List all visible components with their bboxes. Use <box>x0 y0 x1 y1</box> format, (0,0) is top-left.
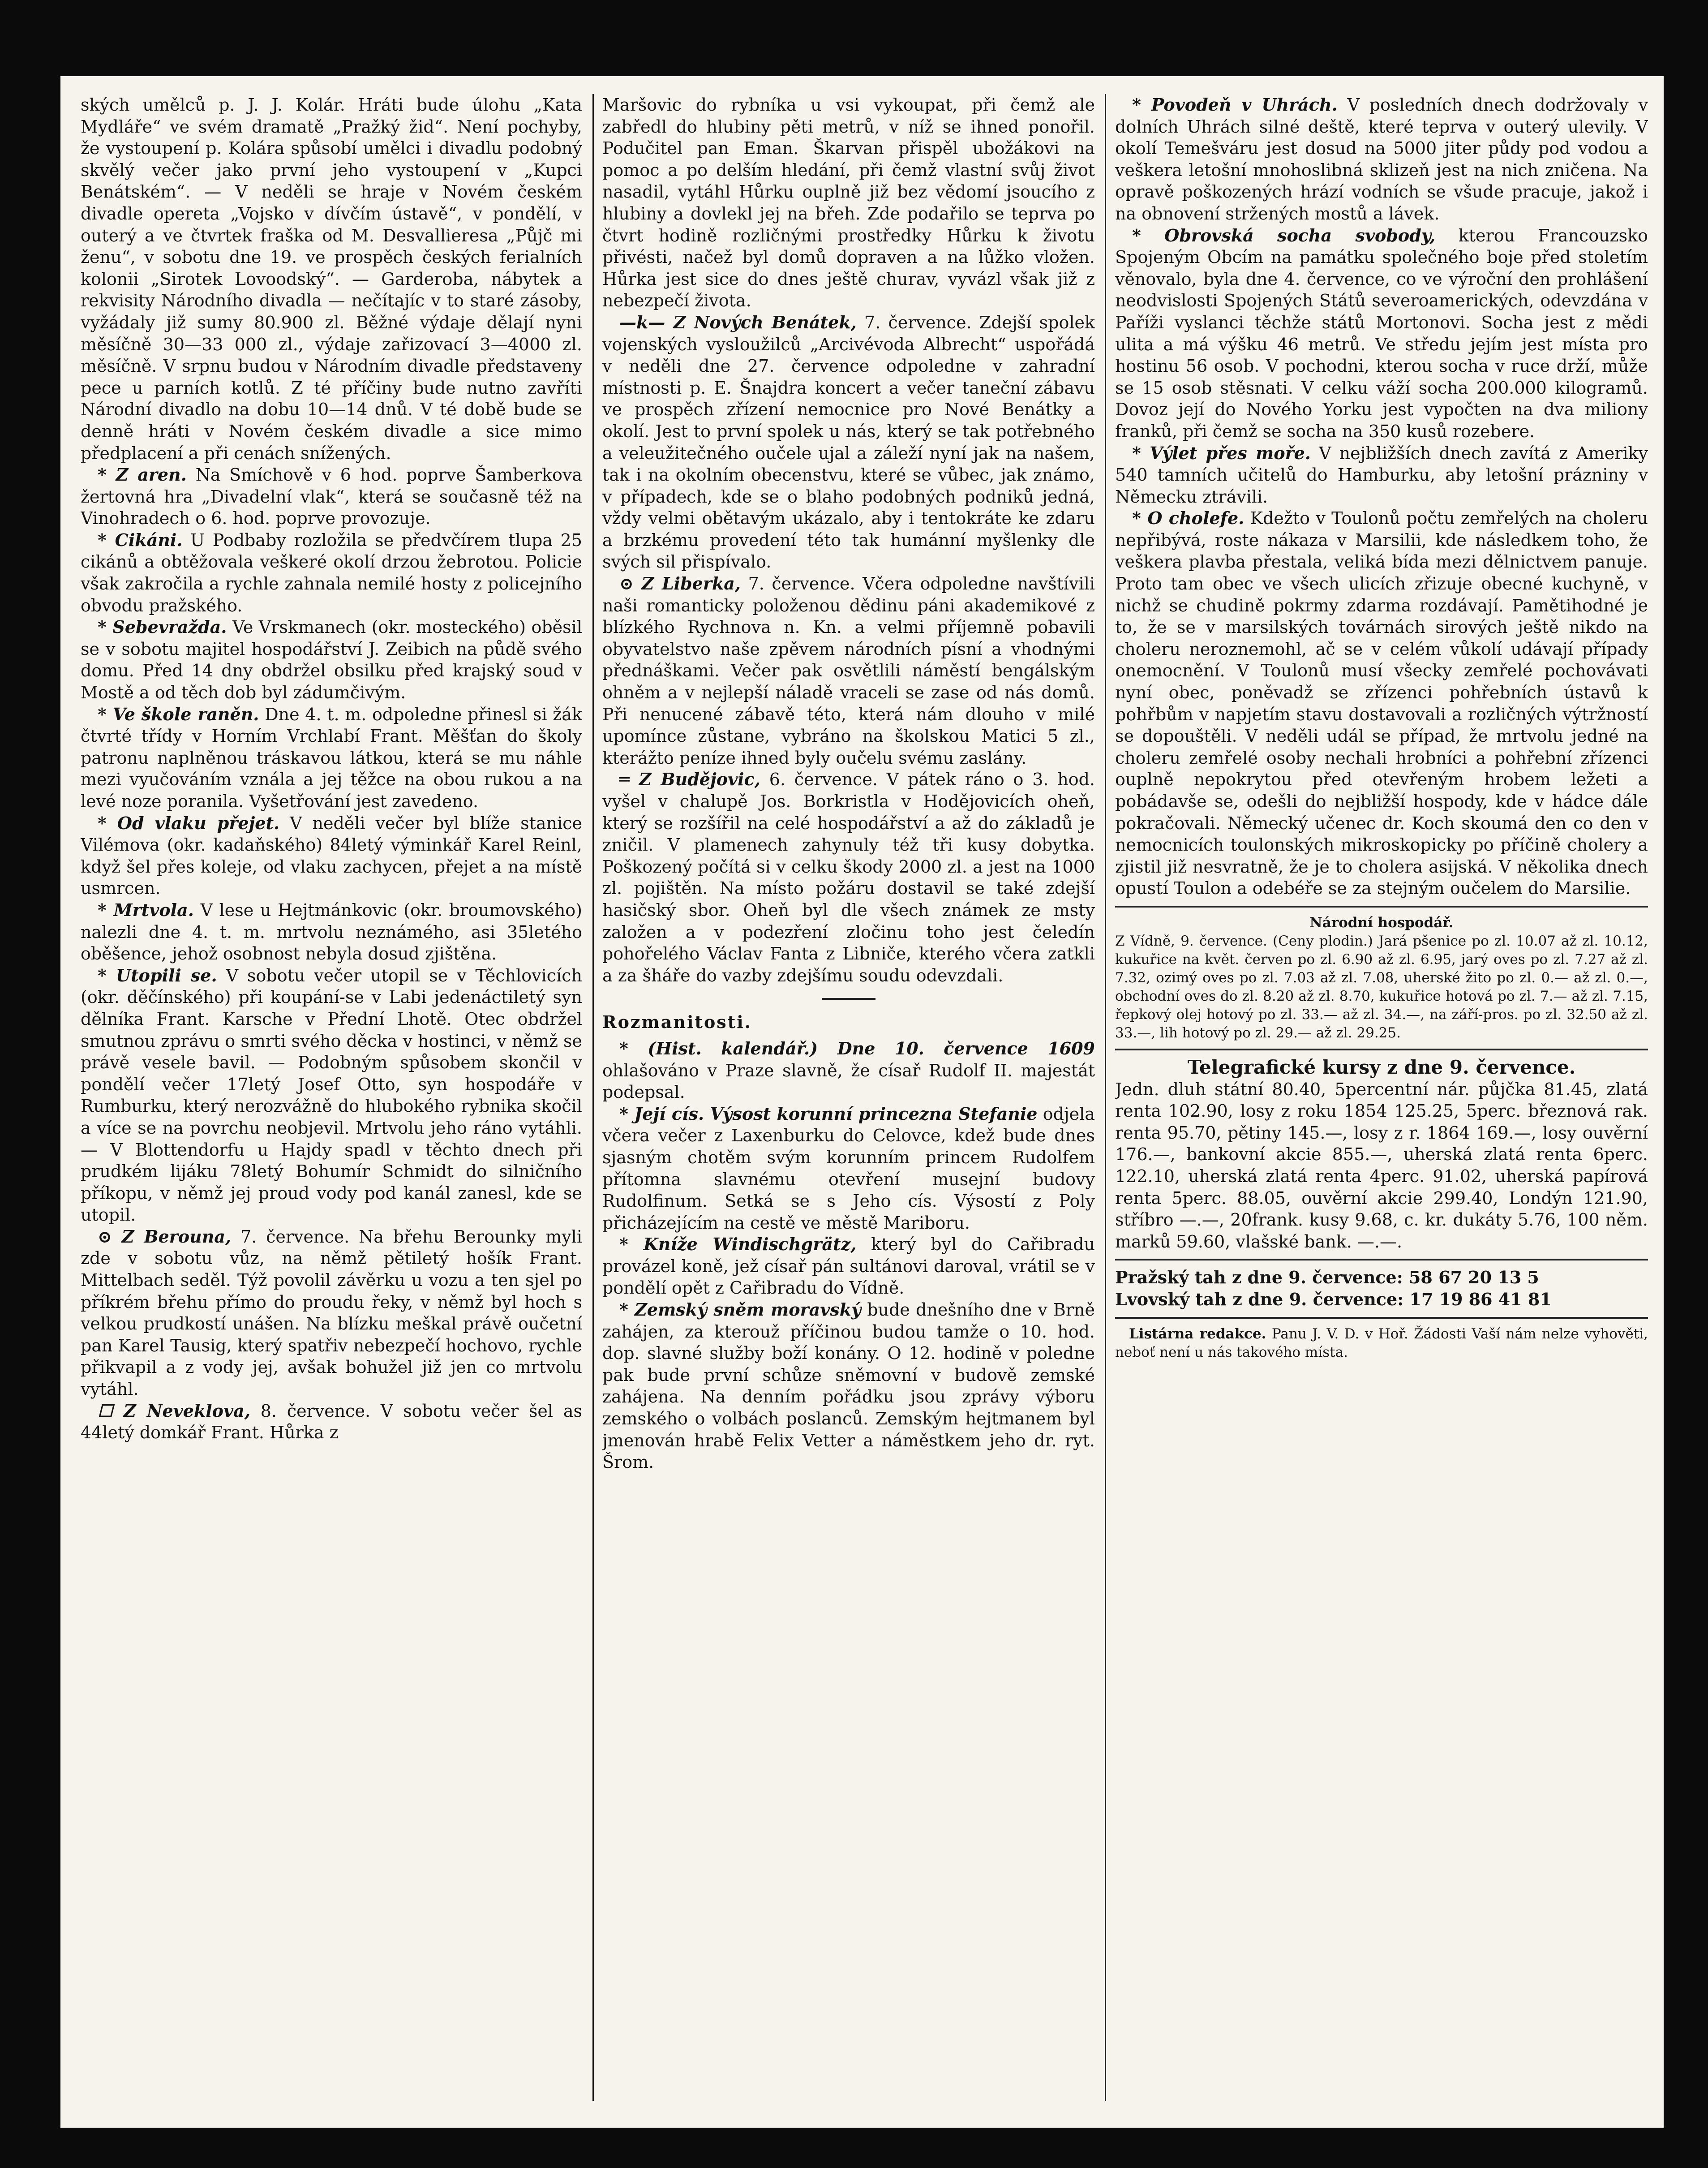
article-z-aren: * Z aren. Na Smíchově v 6 hod. poprve Šamberkova žertovná hra „Divadelní vlak“, která se současně též na Vinohradech o 6. hod. poprve provozuje. <box>81 465 582 529</box>
article-princezna-stefanie: * Její cís. Výsost korunní princezna Stefanie odjela včera večer z Laxenburku do Celovce, kdež bude dnes sjasným chotěm svým korunním princem Rudolfem přítomna slavnému otevření musejní budovy Rudolfinum. Setká se s Jeho cís. Výsostí z Poly přicházejícím na cestě ve městě Mariboru. <box>602 1103 1095 1233</box>
section-title-telegraficke-kursy: Telegrafické kursy z dne 9. července. <box>1187 1056 1576 1078</box>
section-title-rozmanitosti: Rozmanitosti. <box>602 1012 752 1032</box>
article-title: * Obrovská socha svobody, <box>1132 225 1436 245</box>
market-prices: Z Vídně, 9. července. (Ceny plodin.) Jará pšenice po zl. 10.07 až zl. 10.12, kukuřice na květ. červen po zl. 6.90 až zl. 6.95, jarý oves po zl. 7.27 až zl. 7.32, ozimý oves po zl. 7.03 až zl. 7.08, uherské žito po zl. 0.— až zl. 0.—, obchodní oves do zl. 8.20 až zl. 8.70, kukuřice hotová po zl. 7.— až zl. 7.15, řepkový olej hotový po zl. 33.— až zl. 34.—, na září-pros. po zl. 32.50 až zl. 33.—, lih hotový po zl. 29.— až zl. 29.25. <box>1115 933 1648 1041</box>
article-neveklov-continued: Maršovic do rybníka u vsi vykoupat, při čemž ale zabředl do hlubiny pěti metrů, v níž se ihned ponořil. Podučitel pan Eman. Škarvan přispěl ubožákovi na pomoc a po delším hledání, při čemž vlastní svůj život nasadil, vytáhl Hůrku ouplně již bez vědomí jsoucího z hlubiny a dovlekl jej na břeh. Zde podařilo se teprva po čtvrt hodině rozličnými prostředky Hůrku k životu přivésti, načež byl domů dopraven a na lůžko vložen. Hůrka jest sice do dnes ještě churav, vyvázl však již z nebezpečí života. <box>602 95 1095 311</box>
article-z-liberka: ⊙ Z Liberka, 7. července. Včera odpoledne navštívili naši romanticky položenou dědinu páni akademikové z blízkého Rychnova n. Kn. a velmi příjemně pobavili obyvatelstvo naše zpěvem národních písní a vhodnými přednáškami. Večer pak osvětlili náměstí bengálským ohněm a v nejlepší náladě vraceli se zase od nás domů. Při nenucené zábavě této, která nám dlouho v milé upomínce zůstane, vybráno na školskou Matici 5 zl., kterážto peníze ihned byly oučelu svému zaslány. <box>602 573 1095 768</box>
article-title: ═ Z Budějovic, <box>619 769 760 790</box>
article-z-novych-benatek: —k— Z Nových Benátek, 7. července. Zdejší spolek vojenských vysloužilců „Arcivévoda Albrecht“ uspořádá v neděli dne 27. července odpoledne v zahradní místnosti p. E. Šnajdra koncert a večer taneční zábavu ve prospěch zřízení nemocnice pro Nové Benátky a okolí. Jest to první spolek u nás, který se tak potřebného a veleužitečného oučele ujal a záleží nyní jak na našem, tak i na okolním obecenstvu, které se vůbec, jak známo, v případech, kde se o blaho podobných podniků jedná, vždy velmi obětavým ukázalo, aby i tentokráte ke zdaru a brzkému provedení této tak humánní myšlenky dle svých sil přispívalo. <box>602 312 1095 572</box>
article-cikani: * Cikáni. U Podbaby rozložila se předvčírem tlupa 25 cikánů a obtěžovala veškeré okolí drzou žebrotou. Policie však zakročila a rychle zahnala nemilé hosty z policejního obvodu pražského. <box>81 529 582 615</box>
article-title: * Od vlaku přejet. <box>98 813 280 833</box>
section-separator <box>1115 906 1648 908</box>
article-povoden: * Povodeň v Uhrách. V posledních dnech dodržovaly v dolních Uhrách silné deště, které teprva v outerý ulevily. V okolí Temešváru jest dosud na 5000 jiter půdy pod vodou a veškera letošní mnohoslibná sklizeň jest na nich zničena. Na opravě poškozených hrází vodních se všude pracuje, jakož i na obnovení stržených mostů a lávek. <box>1115 95 1648 224</box>
article-z-berouna: ⊙ Z Berouna, 7. července. Na břehu Berounky myli zde v sobotu vůz, na němž pětiletý hošík Frant. Mittelbach seděl. Týž povolil závěrku u vozu a ten sjel po příkrém břehu přímo do proudu řeky, v němž byl hoch s velkou prudkostí unášen. Na blízku meškal právě oučetní pan Karel Tausig, který spatřiv nebezpečí hochovo, rychle přikvapil a z vody jej, avšak bohužel již jen co mrtvolu vytáhl. <box>81 1226 582 1399</box>
article-utopili-se: * Utopili se. V sobotu večer utopil se v Těchlovicích (okr. děčínského) při koupání-se v Labi jedenáctiletý syn dělníka Frant. Karsche v Přední Lhotě. Otec obdržel smutnou zprávu o smrti svého děcka v hostinci, v němž se právě vesele bavil. — Podobným spůsobem skončil v pondělí večer 17letý Josef Otto, syn hospodáře v Rumburku, který nerozvážně do hlubokého rybnika skočil a více se na povrchu neobjevil. Mrtvolu jeho ráno vytáhli. — V Blottendorfu u Hajdy spadl v těchto dnech při prudkém lijáku 78letý Bohumír Schmidt do silničního příkopu, v němž jej proud vody pod kanál zanesl, kde se utopil. <box>81 965 582 1225</box>
article-zemsky-snem: * Zemský sněm moravský bude dnešního dne v Brně zahájen, za kterouž příčinou budou tamže o 10. hod. dop. slavné služby boží konány. O 12. hodině v poledne pak bude první schůze sněmovní v budově zemské zahájena. Na denním pořádku jsou zprávy výboru zemského o volbách poslanců. Zemským hejtmanem byl jmenován hrabě Felix Vetter a náměstkem jeho dr. ryt. Šrom. <box>602 1299 1095 1472</box>
article-vylet-pres-more: * Výlet přes moře. V nejbližších dnech zavítá z Ameriky 540 tamních učitelů do Hamburku, aby letošní prázniny v Německu ztrávili. <box>1115 443 1648 507</box>
article-title: * Z aren. <box>98 465 187 485</box>
column-2 <box>602 94 1095 2101</box>
article-title: ☐ Z Neveklova, <box>98 1400 250 1421</box>
lottery-prague: Pražský tah z dne 9. července: 58 67 20 13 5 <box>1115 1267 1539 1288</box>
article-z-neveklova: ☐ Z Neveklova, 8. července. V sobotu večer šel as 44letý domkář Frant. Hůrka z <box>81 1400 582 1443</box>
article-title: * (Hist. kalendář.) Dne 10. července 1609 <box>619 1038 1095 1058</box>
section-title-narodni-hospodar: Národní hospodář. <box>1309 914 1454 931</box>
section-separator <box>1115 1049 1648 1050</box>
article-od-vlaku-prejet: * Od vlaku přejet. V neděli večer byl blíže stanice Vilémova (okr. kadaňského) 84letý výminkář Karel Reinl, když šel přes koleje, od vlaku zachycen, přejet a na místě usmrcen. <box>81 813 582 899</box>
article-title: ⊙ Z Liberka, <box>619 573 741 594</box>
column-3 <box>1115 94 1648 2101</box>
article-knize-windischgratz: * Kníže Windischgrätz, který byl do Cařibradu provázel koně, jež císař pán sultánovi daroval, vrátil se v pondělí opět z Cařibradu do Vídně. <box>602 1234 1095 1298</box>
column-1 <box>81 94 582 2101</box>
exchange-rates: Jedn. dluh státní 80.40, 5percentní nár. půjčka 81.45, zlatá renta 102.90, losy z roku 1854 125.25, 5perc. březnová rak. renta 95.70, pětiny 145.—, losy z r. 1864 169.—, losy ouvěrní 176.—, bankovní akcie 855.—, uherská zlatá renta 6perc. 122.10, uherská zlatá renta 4perc. 91.02, uherská papírová renta 5perc. 88.05, ouvěrní akcie 299.40, Londýn 121.90, stříbro —.—, 20frank. kusy 9.68, c. kr. dukáty 5.76, 100 něm. marků 59.60, vlašské bank. —.—. <box>1115 1079 1648 1252</box>
article-title: * Povodeň v Uhrách. <box>1132 95 1338 115</box>
article-title: * Její cís. Výsost korunní princezna Stefanie <box>619 1103 1038 1124</box>
article-ve-skole-ranen: * Ve škole raněn. Dne 4. t. m. odpoledne přinesl si žák čtvrté třídy v Horním Vrchlabí Frant. Měšťan do školy patronu naplněnou tráskavou látkou, která se mu náhle mezi vyučováním vznála a jej těžce na obou rukou a na levé noze poranila. Vyšetřování jest zavedeno. <box>81 704 582 811</box>
article-title: * O cholefe. <box>1132 508 1245 529</box>
article-title: * Mrtvola. <box>98 899 194 920</box>
column-divider <box>1105 94 1106 2101</box>
article-hist-kalendar: * (Hist. kalendář.) Dne 10. července 1609 ohlašováno v Praze slavně, že císař Rudolf II. majestát podepsal. <box>602 1038 1095 1102</box>
article-title: * Kníže Windischgrätz, <box>619 1234 857 1255</box>
article-z-budejovic: ═ Z Budějovic, 6. července. V pátek ráno o 3. hod. vyšel v chalupě Jos. Borkristla v Hodějovicích oheň, který se rozšířil na celé hospodářství a až do základů je zničil. V plamenech zahynuly též tři kusy dobytka. Poškozený počítá si v celku škody 2000 zl. a jest na 1000 zl. pojištěn. Na místo požáru dostavil se také zdejší hasičský sbor. Oheň byl dle všech známek ze msty založen a v podezření zločinu toho jest čeledín pohořelého Václav Fanta z Libniče, kterého včera zatkli a za šháře do vazby zdejšímu soudu odevzdali. <box>602 769 1095 985</box>
lottery-lvov: Lvovský tah z dne 9. července: 17 19 86 41 81 <box>1115 1289 1552 1309</box>
article-title: ⊙ Z Berouna, <box>98 1226 232 1247</box>
section-separator <box>1115 1317 1648 1319</box>
editorial-letters: Listárna redakce. Panu J. V. D. v Hoř. Žádosti Vaší nám nelze vyhověti, neboť není u nás takového místa. <box>1115 1325 1648 1360</box>
article-o-cholere: * O cholefe. Kdežto v Toulonů počtu zemřelých na choleru nepřibývá, roste nákaza v Marsilii, kde následkem toho, že veškera plavba přestala, veliká bída mezi dělnictvem panuje. Proto tam obec ve všech ulicích zřizuje obecné kuchyně, v nichž se chudině pokrmy zdarma rozdávají. Pamětihodné je to, že se v marsilských továrnách sirových ještě nikdo na choleru neroznemohl, ač se v celém vůkolí udávají případy onemocnění. V Toulonů musí všecky zemřelé pochovávati nyní obec, poněvadž se zřízenci pohřebních ústavů k pohřbům v napjetím stavu dostavovali a rozličných výtržností se dopouštěli. V neděli udál se případ, že mrtvolu jedné na choleru zemřelé osoby nechali hrobníci a pohřební zřízenci ouplně nepokrytou před otevřeným hrobem ležeti a pobádavše se, odešli do nejbližší hospody, kde v hádce dále pokračovali. Německý učenec dr. Koch skoumá den co den v nemocnicích toulonských mikroskopicky po příčině cholery a zjistil již nesvratně, že je to cholera asijská. V několika dnech opustí Toulon a odebéře se za stejným oučelem do Marsilie. <box>1115 508 1648 899</box>
article-socha-svobody: * Obrovská socha svobody, kterou Francouzsko Spojeným Obcím na památku společného boje před stoletím věnovalo, byla dne 4. července, co ve výroční den prohlášení neodvislosti Spojených Států severoamerických, odevzdána v Paříži vyslanci těchže států Mortonovi. Socha jest z mědi ulita a má výšku 46 metrů. Ve středu jejím jest místa pro hostinu 56 osob. V pochodni, kterou socha v ruce drží, může se 15 osob stěsnati. V celku váží socha 200.000 kilogramů. Dovoz její do Nového Yorku jest vypočten na dva miliony franků, při čemž se socha na 350 kusů rozebere. <box>1115 225 1648 441</box>
newspaper-page <box>60 76 1664 2128</box>
article-title: * Sebevražda. <box>98 617 227 637</box>
article-sebevrazda: * Sebevražda. Ve Vrskmanech (okr. mosteckého) oběsil se v sobotu majitel hospodářství J. Zeibich na půdě svého domu. Před 14 dny obdržel obsilku před krajský soud v Mostě a od těch dob byl zádumčivým. <box>81 617 582 703</box>
article-title: * Zemský sněm moravský <box>619 1299 862 1320</box>
article-theatre-news: ských umělců p. J. J. Kolár. Hráti bude úlohu „Kata Mydláře“ ve svém dramatě „Pražký žid“. Není pochyby, že vystoupení p. Kolára spůsobí umělci i divadlu podobný skvělý večer jako první jeho vystoupení v „Kupci Benátském“. — V neděli se hraje v Novém českém divadle opereta „Vojsko v dívčím ústavě“, v pondělí, v outerý a ve čtvrtek fraška od M. Desvallieresa „Půjč mi ženu“, v sobotu dne 19. ve prospěch českých ferialních kolonii „Sirotek Lovoodský“. — Garderoba, nábytek a rekvisity Národního divadla — nečítajíc v to staré zásoby, vyžádaly již sumy 80.900 zl. Běžné výdaje dělají nyni měsíčně 30—33 000 zl., výdaje zařizovací 3—4000 zl. měsíčně. V srpnu budou v Národním divadle představeny pece u parních kotlů. Z té příčiny bude nutno zavříti Národní divadlo na dobu 10—14 dnů. V té době bude se denně hráti v Novém českém divadle a sice mimo předplacení a při cenách snížených. <box>81 95 582 463</box>
article-title: —k— Z Nových Benátek, <box>619 312 857 332</box>
section-separator <box>1115 1259 1648 1260</box>
article-title: Listárna redakce. <box>1129 1325 1266 1342</box>
section-separator <box>822 998 875 1000</box>
column-divider <box>592 94 594 2101</box>
article-title: * Výlet přes moře. <box>1132 443 1311 463</box>
article-title: * Utopili se. <box>98 965 217 985</box>
article-title: * Ve škole raněn. <box>98 704 259 724</box>
article-mrtvola: * Mrtvola. V lese u Hejtmánkovic (okr. broumovského) nalezli dne 4. t. m. mrtvolu neznámého, asi 35letého oběšence, jehož osobnost nebyla dosud zjištěna. <box>81 899 582 964</box>
article-title: * Cikáni. <box>98 529 183 550</box>
